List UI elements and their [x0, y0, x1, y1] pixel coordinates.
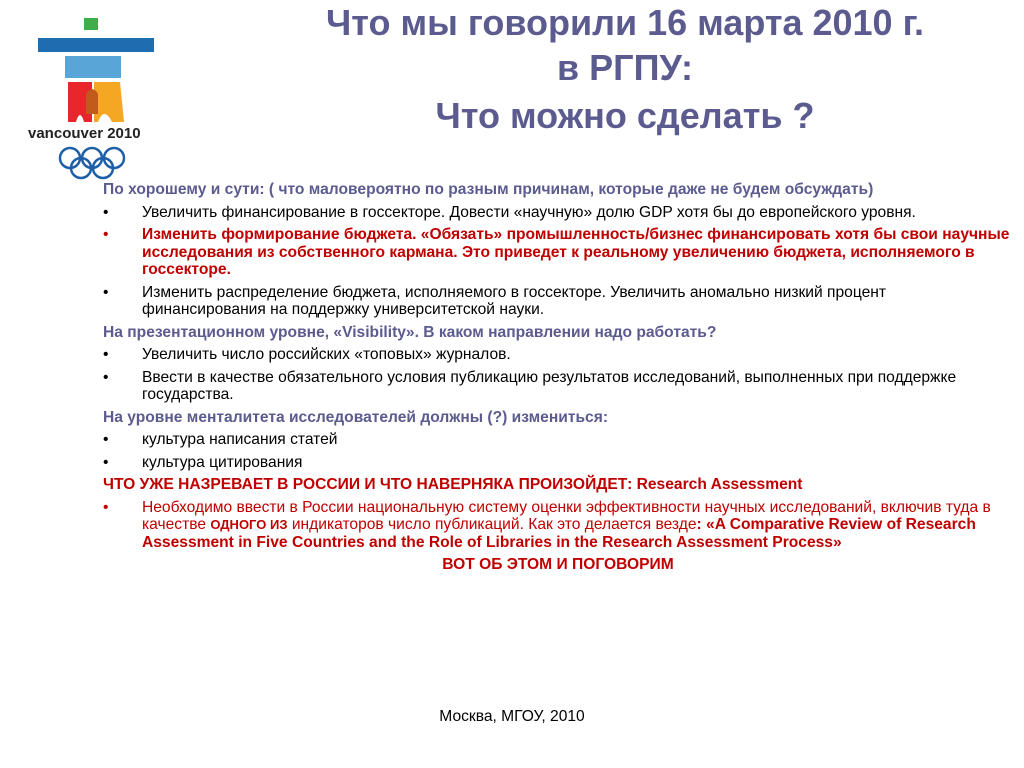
vancouver-2010-logo: [28, 18, 168, 188]
bullet-text: Увеличить число российских «топовых» журналов.: [142, 346, 511, 363]
bullet-text: Увеличить финансирование в госсекторе. Довести «научную» долю GDP хотя бы до европейского уровня.: [142, 203, 916, 221]
bullet-item: [103, 204, 1013, 222]
bullet-text: Изменить распределение бюджета, исполняемого в госсекторе. Увеличить аномально низкий процент финансирования на поддержку университетской науки.: [142, 283, 887, 318]
section-heading: На презентационном уровне, «Visibility». В каком направлении надо работать?: [103, 323, 717, 341]
bullet-marker: •: [103, 346, 109, 363]
bullet-item-highlight: [103, 226, 1013, 279]
bullet-text-part2: индикаторов число публикаций. Как это делается везде: [287, 516, 697, 533]
bullet-text: Ввести в качестве обязательного условия публикацию результатов исследований, выполненных при поддержке государства.: [142, 368, 957, 403]
bullet-marker: •: [103, 431, 109, 448]
bullet-text: культура написания статей: [142, 431, 338, 448]
bullet-marker: •: [103, 498, 109, 516]
bullet-marker: •: [103, 226, 109, 243]
bullet-text: Изменить формирование бюджета. «Обязать» промышленность/бизнес финансировать хотя бы свои научные исследования из собственного кармана. Это приведет к реальному увеличению бюджета, исполняемого в госсекторе.: [142, 226, 1010, 278]
intro-heading: По хорошему и сути: ( что маловероятно по разным причинам, которые даже не будем обсуждать): [103, 181, 874, 198]
logo-text: vancouver 2010: [28, 125, 141, 142]
title-line-3: Что можно сделать ?: [435, 95, 815, 136]
section-heading-red: ЧТО УЖЕ НАЗРЕВАЕТ В РОССИИ И ЧТО НАВЕРНЯКА ПРОИЗОЙДЕТ: Research Assessment: [103, 476, 803, 493]
bullet-marker: •: [103, 283, 109, 301]
bullet-item: [103, 346, 1013, 364]
bullet-text: культура цитирования: [142, 453, 303, 471]
bullet-item: [103, 431, 1013, 449]
section-heading: На уровне менталитета исследователей должны (?) измениться:: [103, 408, 609, 426]
slide-title: [230, 0, 1020, 138]
inukshuk-logo-icon: [28, 18, 168, 188]
bullet-item-research-assessment: [103, 499, 1013, 552]
bullet-marker: •: [103, 368, 109, 386]
bullet-text-bold: : «A Comparative Review of Research Assessment in Five Countries and the Role of Libraries in the Research Assessment Process»: [142, 516, 976, 551]
title-line-1: Что мы говорили 16 марта 2010 г.: [326, 2, 924, 43]
title-line-2: в РГПУ:: [557, 47, 693, 88]
slide-body: [103, 181, 1013, 579]
bullet-text-part1: Необходимо ввести в России национальную систему оценки эффективности научных исследований, включив туда в качестве: [142, 498, 991, 533]
bullet-marker: •: [103, 453, 109, 471]
bullet-item: [103, 454, 1013, 472]
bullet-item: [103, 284, 1013, 319]
footer-text: Москва, МГОУ, 2010: [439, 708, 585, 725]
bullet-text-caps: ОДНОГО ИЗ: [210, 517, 288, 532]
bullet-marker: •: [103, 203, 109, 221]
bullet-item: [103, 369, 1013, 404]
closing-line: ВОТ ОБ ЭТОМ И ПОГОВОРИМ: [442, 556, 674, 573]
